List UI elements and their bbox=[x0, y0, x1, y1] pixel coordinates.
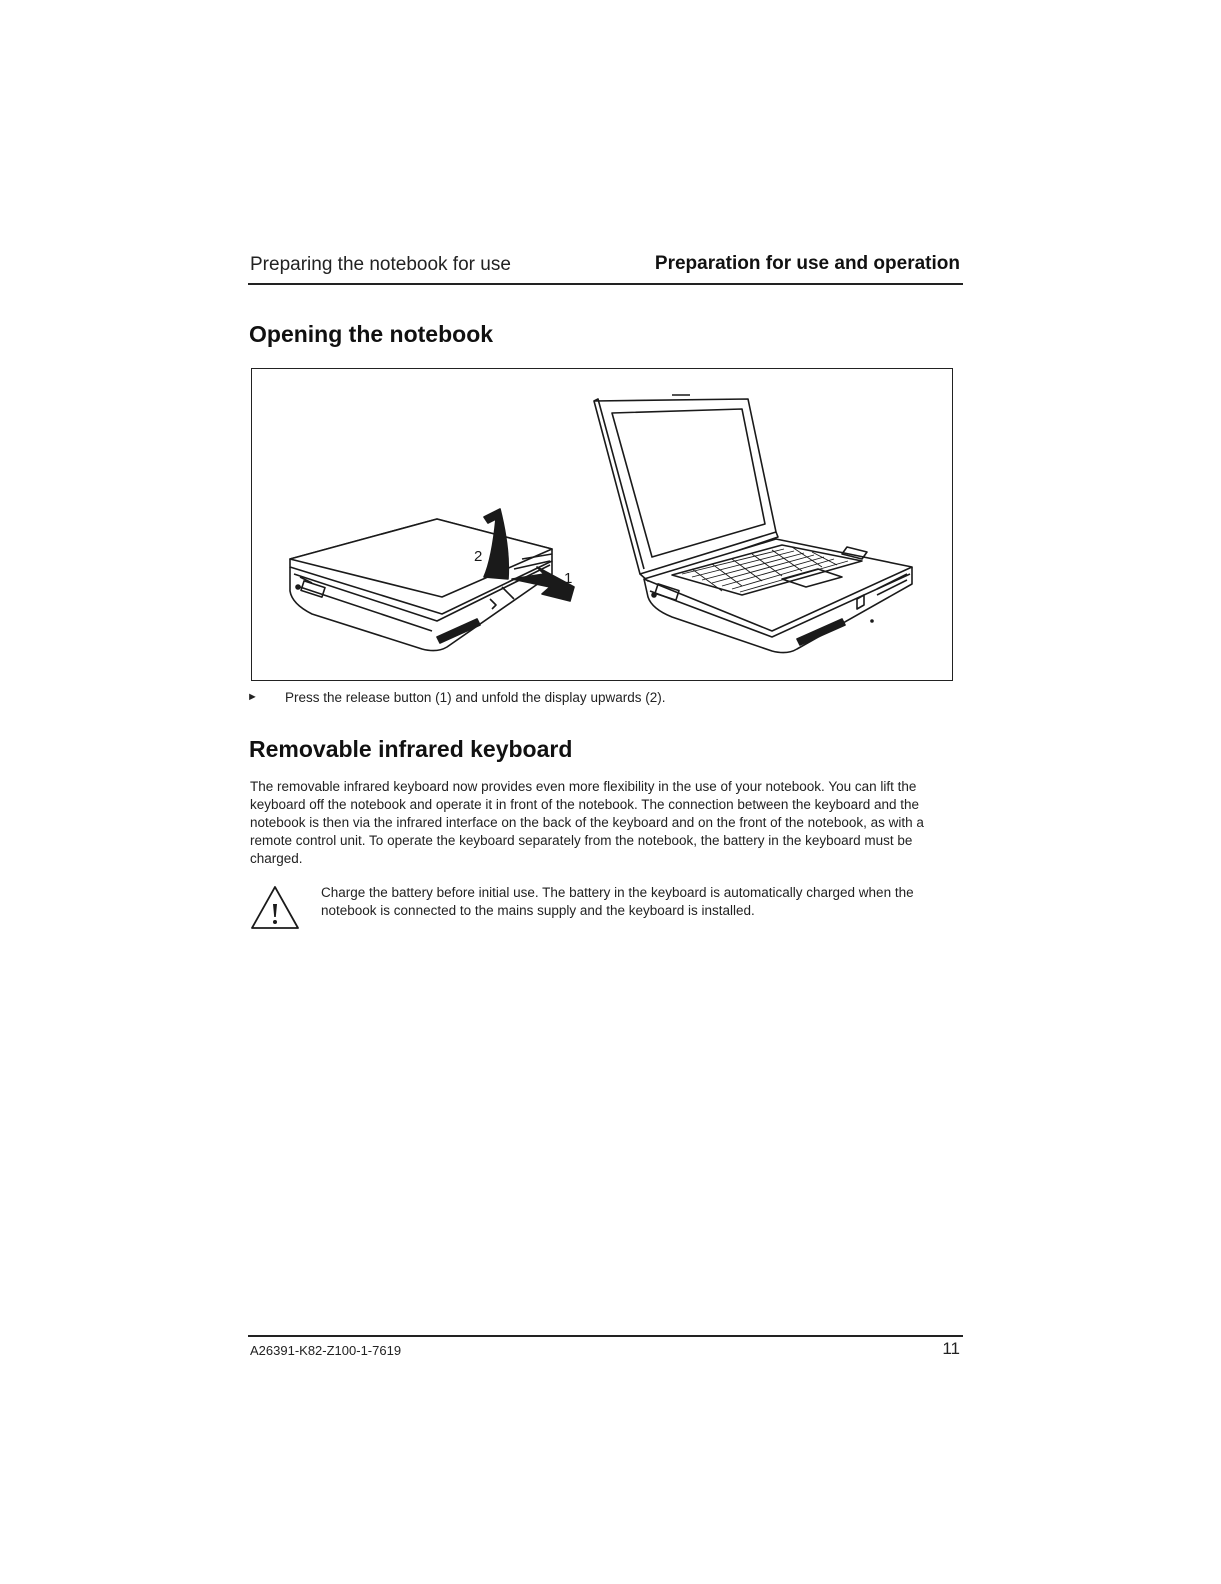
warning-text: Charge the battery before initial use. The battery in the keyboard is automatically charged when the notebook is connected to the mains supply and the keyboard is installed. bbox=[321, 885, 914, 918]
running-header-section: Preparing the notebook for use bbox=[250, 254, 511, 275]
callout-1: 1 bbox=[564, 570, 573, 587]
open-notebook-drawing bbox=[594, 395, 912, 653]
footer-divider bbox=[248, 1335, 963, 1337]
running-header-chapter: Preparation for use and operation bbox=[654, 253, 960, 274]
document-number: A26391-K82-Z100-1-7619 bbox=[250, 1343, 402, 1358]
keyboard-paragraph: The removable infrared keyboard now provides even more flexibility in the use of your notebook. You can lift the keyboard off the notebook and operate it in front of the notebook. The connection between the keyboard and the notebook is then via the infrared interface on the back of the keyboard and on the front of the notebook, as with a remote control unit. To operate the keyboard separately from the notebook, the battery in the keyboard must be charged. bbox=[250, 779, 924, 866]
opening-figure bbox=[251, 368, 953, 681]
step-text: Press the release button (1) and unfold the display upwards (2). bbox=[285, 690, 666, 705]
page-number: 11 bbox=[942, 1339, 960, 1358]
warning-triangle-icon bbox=[250, 884, 300, 930]
callout-2: 2 bbox=[474, 548, 483, 565]
opening-heading: Opening the notebook bbox=[249, 321, 494, 347]
closed-notebook-drawing bbox=[290, 519, 552, 651]
bullet-arrow-icon: ► bbox=[247, 691, 258, 703]
keyboard-heading: Removable infrared keyboard bbox=[249, 736, 573, 762]
notebook-illustration bbox=[252, 369, 954, 682]
warning-note bbox=[250, 884, 962, 934]
header-divider bbox=[248, 283, 963, 285]
